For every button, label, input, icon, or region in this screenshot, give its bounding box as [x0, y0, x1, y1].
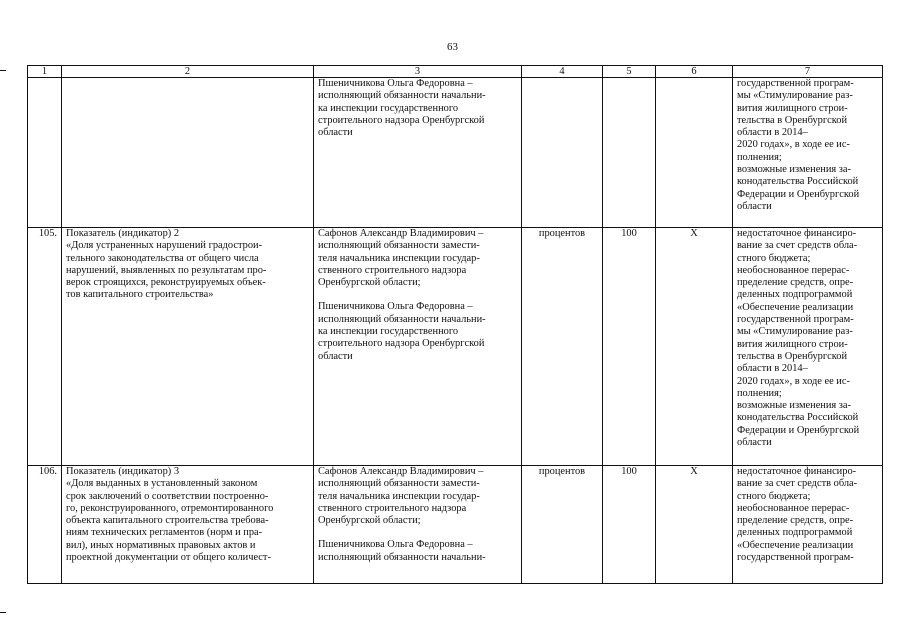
- margin-tick: [0, 612, 6, 613]
- page-number: 63: [447, 41, 458, 53]
- indicators-table: [27, 65, 883, 584]
- unit-cell-text: процентов: [538, 466, 586, 477]
- responsible-cell: [314, 78, 522, 228]
- indicator-cell: [62, 228, 314, 466]
- text-line: исполняющий обязанности начальни-: [318, 313, 486, 325]
- text-line: ка инспекции государственного: [318, 326, 459, 338]
- margin-tick: [0, 70, 6, 71]
- text-line: мы «Стимулирование раз-: [737, 90, 853, 102]
- text-line: ственного строительного надзора: [318, 502, 467, 514]
- mark-cell-text: Х: [690, 228, 698, 239]
- unit-cell: [522, 466, 603, 584]
- paragraph-gap: [318, 527, 517, 539]
- text-line: деленных подпрограммой: [737, 289, 853, 301]
- text-line: стного бюджета;: [737, 252, 811, 264]
- unit-cell: [522, 78, 603, 228]
- text-line: проектной документации от общего количест-: [66, 552, 271, 564]
- text-line: области: [737, 437, 772, 449]
- column-number: 7: [733, 66, 883, 78]
- text-line: го, реконструированного, отремонтированного: [66, 502, 274, 514]
- text-line: 2020 годах», в ходе ее ис-: [737, 375, 850, 387]
- risks-cell: [733, 78, 883, 228]
- text-line: Федерации и Оренбургской: [737, 188, 860, 200]
- text-line: «Доля устраненных нарушений градострои-: [66, 240, 263, 252]
- text-line: пределение средств, опре-: [737, 515, 854, 527]
- unit-cell: [522, 228, 603, 466]
- text-line: вития жилищного строи-: [737, 338, 848, 350]
- text-line: полнения;: [737, 387, 782, 399]
- text-line: конодательства Российской: [737, 176, 859, 188]
- table-row: [28, 466, 883, 584]
- text-line: Сафонов Александр Владимирович –: [318, 466, 484, 477]
- text-line: теля начальника инспекции государ-: [318, 252, 480, 264]
- text-line: Показатель (индикатор) 2: [66, 228, 180, 239]
- text-line: недостаточное финансиро-: [737, 228, 857, 239]
- text-line: вание за счет средств обла-: [737, 240, 858, 252]
- value-cell: [603, 78, 656, 228]
- table-row: [28, 228, 883, 466]
- text-line: деленных подпрограммой: [737, 527, 853, 539]
- text-line: «Обеспечение реализации: [737, 539, 854, 551]
- text-line: стного бюджета;: [737, 490, 811, 502]
- text-line: тов капитального строительства»: [66, 289, 214, 301]
- text-line: исполняющий обязанности замести-: [318, 478, 480, 490]
- text-line: ка инспекции государственного: [318, 102, 459, 114]
- column-number: 2: [62, 66, 314, 78]
- text-line: Показатель (индикатор) 3: [66, 466, 180, 477]
- text-line: Оренбургской области;: [318, 277, 421, 289]
- text-line: ственного строительного надзора: [318, 264, 467, 276]
- mark-cell: [656, 466, 733, 584]
- column-number: 5: [603, 66, 656, 78]
- table-body: [28, 78, 883, 584]
- text-line: государственной програм-: [737, 314, 854, 326]
- text-line: строительного надзора Оренбургской: [318, 338, 485, 350]
- column-number: 6: [656, 66, 733, 78]
- text-line: теля начальника инспекции государ-: [318, 490, 480, 502]
- text-line: области: [318, 127, 353, 139]
- text-line: тельного законодательства от общего числа: [66, 252, 259, 264]
- column-number: 1: [28, 66, 62, 78]
- indicator-cell: [62, 78, 314, 228]
- row-number: [28, 78, 62, 228]
- risks-cell: [733, 466, 883, 584]
- text-line: полнения;: [737, 151, 782, 163]
- column-number: 3: [314, 66, 522, 78]
- text-line: конодательства Российской: [737, 412, 859, 424]
- mark-cell: [656, 78, 733, 228]
- text-line: 2020 годах», в ходе ее ис-: [737, 139, 850, 151]
- text-line: Оренбургской области;: [318, 515, 421, 527]
- mark-cell: [656, 228, 733, 466]
- text-line: ниям технических регламентов (норм и пра-: [66, 527, 263, 539]
- text-line: области: [737, 200, 772, 212]
- responsible-cell: [314, 228, 522, 466]
- row-number-text: 106.: [38, 466, 57, 477]
- text-line: необоснованное перерас-: [737, 502, 850, 514]
- text-line: возможные изменения за-: [737, 400, 851, 412]
- text-line: срок заключений о соответствии построенно-: [66, 490, 269, 502]
- text-line: нарушений, выявленных по результатам про-: [66, 264, 267, 276]
- text-line: Федерации и Оренбургской: [737, 424, 860, 436]
- text-line: исполняющий обязанности начальни-: [318, 90, 486, 102]
- mark-cell-text: Х: [690, 466, 698, 477]
- indicator-cell: [62, 466, 314, 584]
- text-line: вил), иных нормативных правовых актов и: [66, 539, 256, 551]
- text-line: вание за счет средств обла-: [737, 478, 858, 490]
- text-line: Пшеничникова Ольга Федоровна –: [318, 301, 473, 313]
- text-line: мы «Стимулирование раз-: [737, 326, 853, 338]
- text-line: Сафонов Александр Владимирович –: [318, 228, 484, 239]
- text-line: необоснованное перерас-: [737, 264, 850, 276]
- text-line: «Доля выданных в установленный законом: [66, 478, 258, 490]
- column-number: 4: [522, 66, 603, 78]
- value-cell: [603, 466, 656, 584]
- table-row: [28, 78, 883, 228]
- text-line: тельства в Оренбургской: [737, 350, 848, 362]
- responsible-cell: [314, 466, 522, 584]
- text-line: недостаточное финансиро-: [737, 466, 857, 477]
- row-number-text: 105.: [38, 228, 57, 239]
- row-number: [28, 228, 62, 466]
- text-line: исполняющий обязанности замести-: [318, 240, 480, 252]
- text-line: пределение средств, опре-: [737, 277, 854, 289]
- text-line: Пшеничникова Ольга Федоровна –: [318, 539, 473, 551]
- column-number-row: [28, 66, 883, 78]
- text-line: «Обеспечение реализации: [737, 301, 854, 313]
- text-line: государственной програм-: [737, 78, 854, 89]
- value-cell: [603, 228, 656, 466]
- text-line: области в 2014–: [737, 363, 808, 375]
- value-cell-text: 100: [621, 228, 637, 239]
- text-line: возможные изменения за-: [737, 164, 851, 176]
- text-line: тельства в Оренбургской: [737, 114, 848, 126]
- value-cell-text: 100: [621, 466, 637, 477]
- paragraph-gap: [318, 289, 517, 301]
- text-line: области в 2014–: [737, 127, 808, 139]
- risks-cell: [733, 228, 883, 466]
- text-line: государственной програм-: [737, 552, 854, 564]
- text-line: верок строящихся, реконструируемых объек-: [66, 277, 266, 289]
- text-line: вития жилищного строи-: [737, 102, 848, 114]
- text-line: строительного надзора Оренбургской: [318, 114, 485, 126]
- text-line: объекта капитального строительства требова-: [66, 515, 269, 527]
- text-line: исполняющий обязанности начальни-: [318, 551, 486, 563]
- text-line: Пшеничникова Ольга Федоровна –: [318, 78, 473, 89]
- unit-cell-text: процентов: [538, 228, 586, 239]
- text-line: области: [318, 350, 353, 362]
- row-number: [28, 466, 62, 584]
